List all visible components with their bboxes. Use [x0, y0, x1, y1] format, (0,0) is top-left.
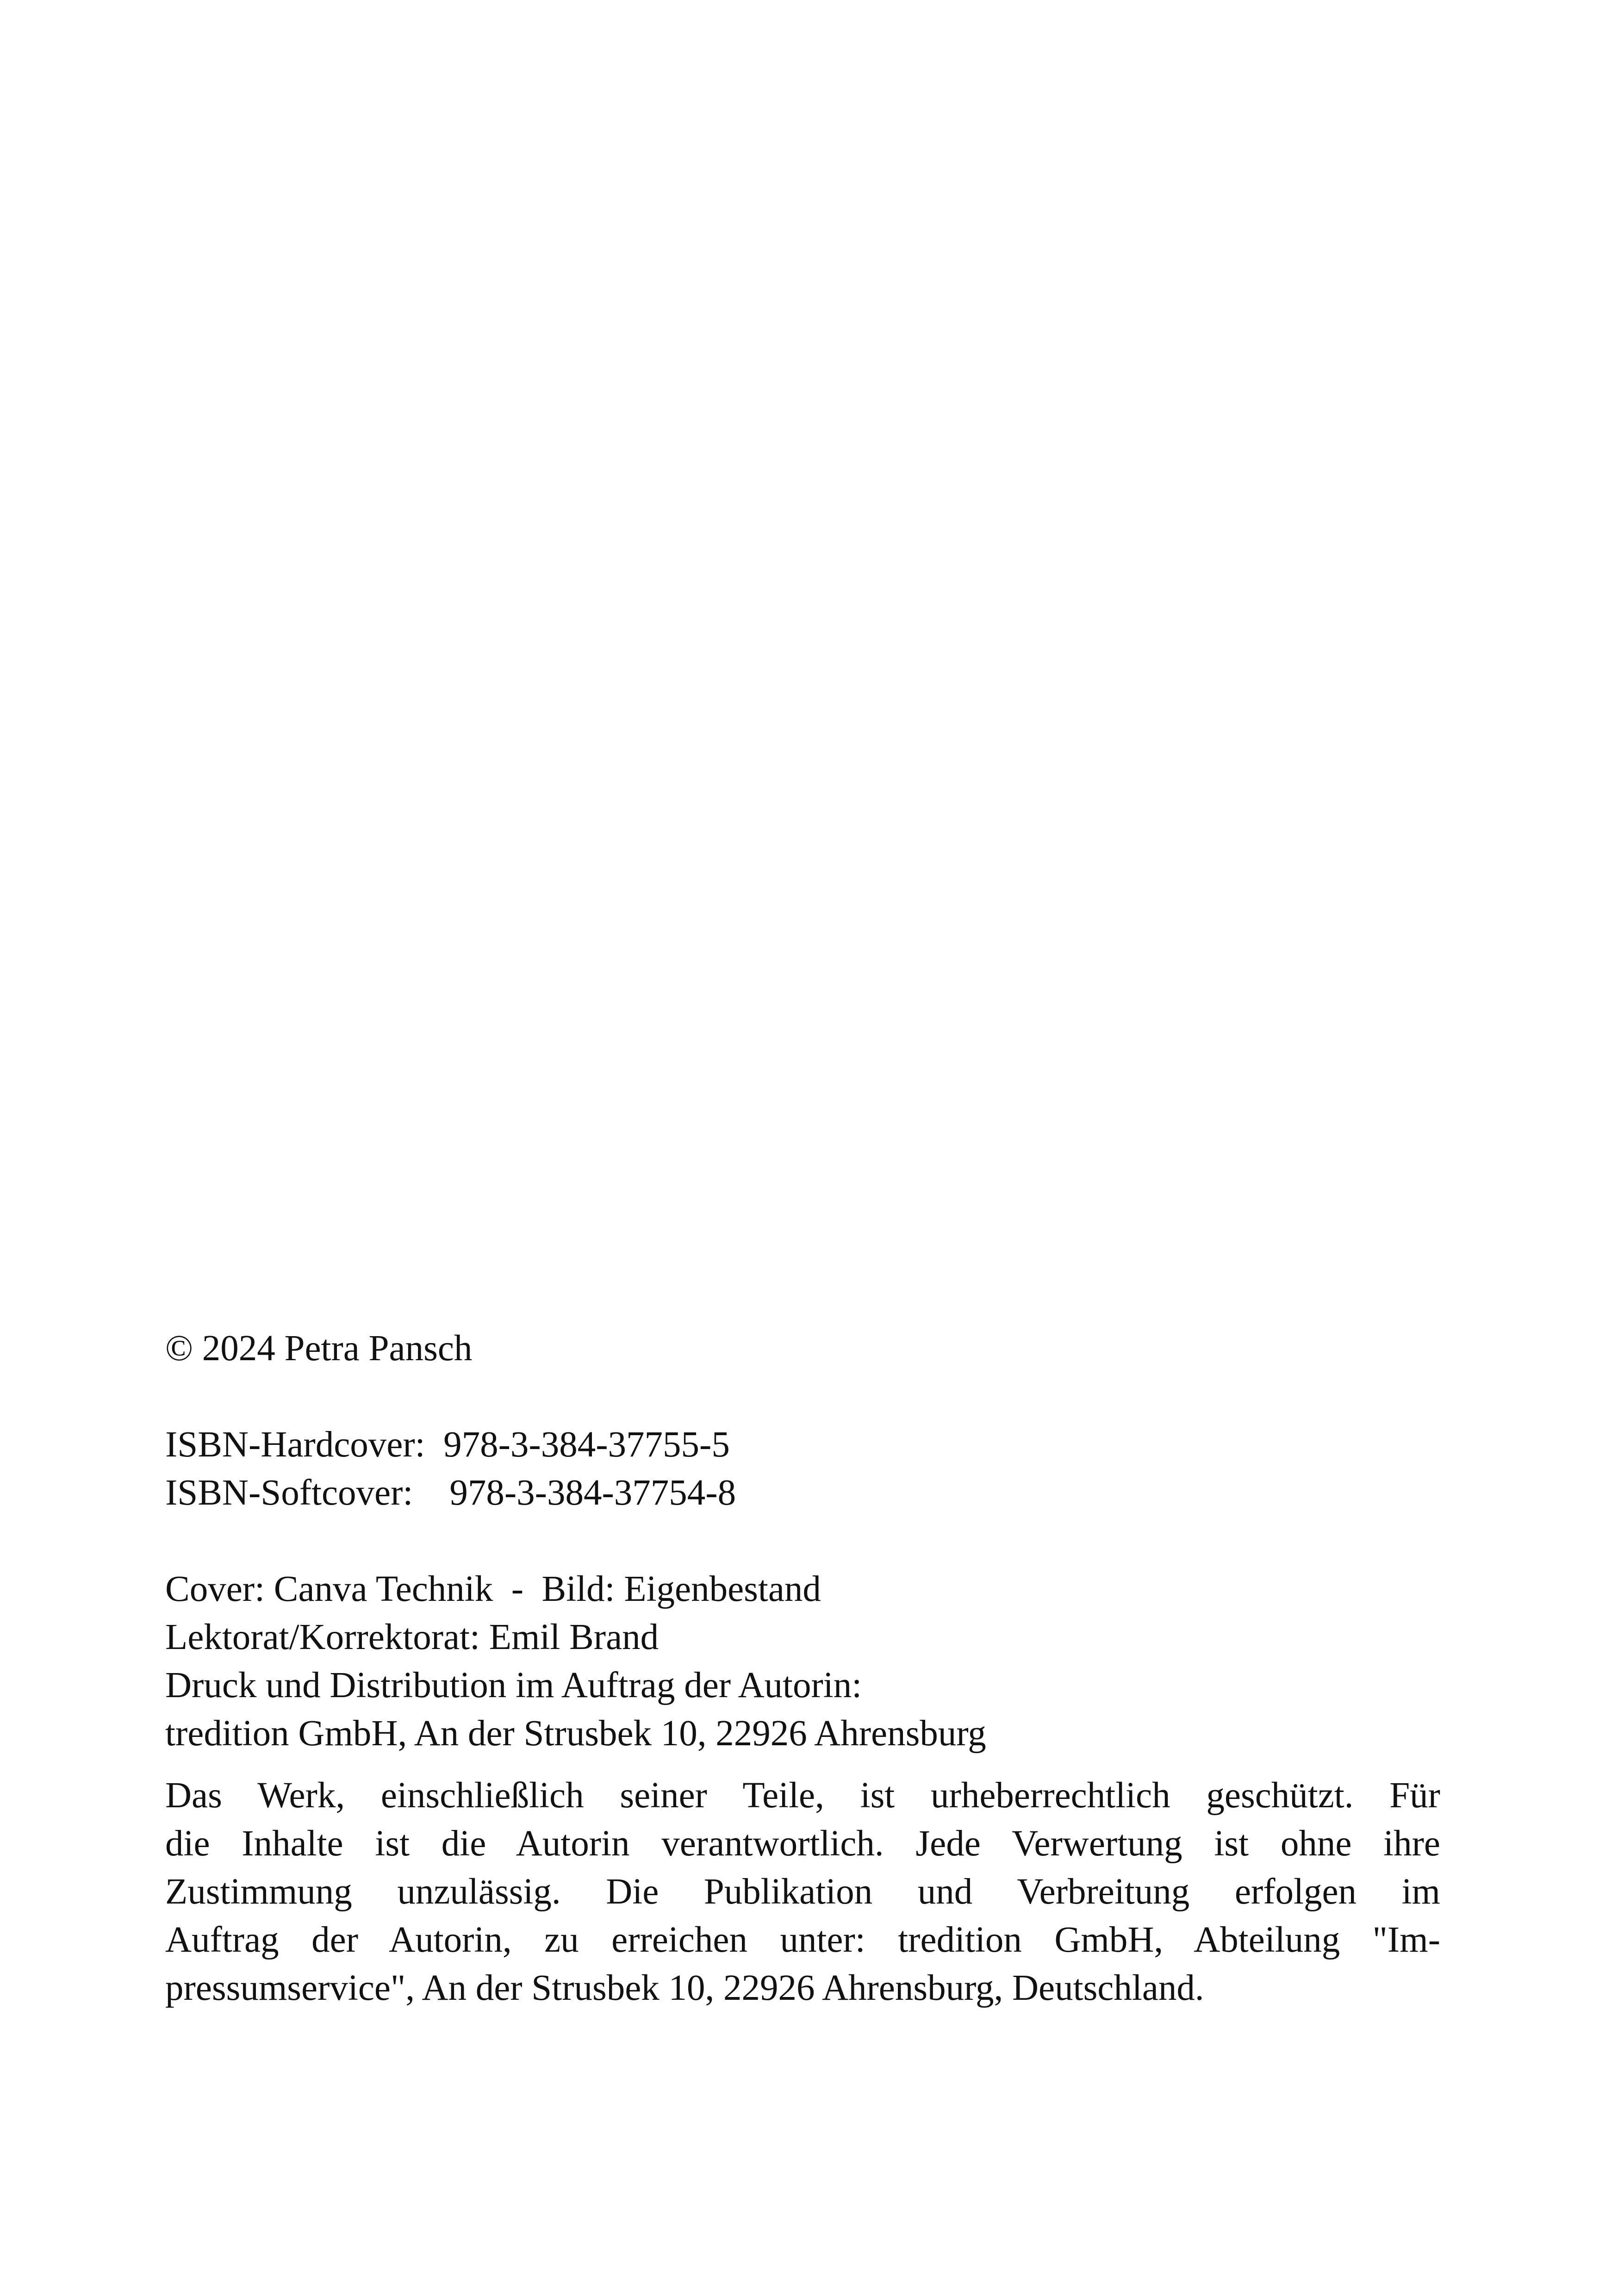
distribution-credit: Druck und Distribution im Auftrag der Autorin: [165, 1665, 862, 1705]
cover-credit: Cover: Canva Technik - Bild: Eigenbestand [165, 1569, 821, 1609]
isbn-hardcover: ISBN-Hardcover: 978-3-384-37755-5 [165, 1425, 730, 1465]
spacer [165, 1517, 1440, 1565]
legal-notice-line: Zustimmung unzulässig. Die Publikation und Verbreitung erfolgen im [165, 1872, 1440, 1912]
legal-notice-line: Das Werk, einschließlich seiner Teile, ist urheberrechtlich geschützt. Für [165, 1775, 1440, 1816]
imprint-block [165, 1325, 1440, 2012]
publisher-address: tredition GmbH, An der Strusbek 10, 22926 Ahrensburg [165, 1713, 986, 1754]
legal-notice [165, 1772, 1440, 2012]
spacer [165, 1758, 1440, 1772]
isbn-softcover: ISBN-Softcover: 978-3-384-37754-8 [165, 1473, 736, 1513]
spacer [165, 1373, 1440, 1421]
legal-notice-line: pressumservice", An der Strusbek 10, 22926 Ahrensburg, Deutschland. [165, 1968, 1204, 2008]
copyright-line: © 2024 Petra Pansch [165, 1328, 473, 1369]
editing-credit: Lektorat/Korrektorat: Emil Brand [165, 1617, 659, 1657]
legal-notice-line: die Inhalte ist die Autorin verantwortlich. Jede Verwertung ist ohne ihre [165, 1823, 1440, 1864]
legal-notice-line: Auftrag der Autorin, zu erreichen unter: tredition GmbH, Abteilung "Im- [165, 1920, 1440, 1960]
